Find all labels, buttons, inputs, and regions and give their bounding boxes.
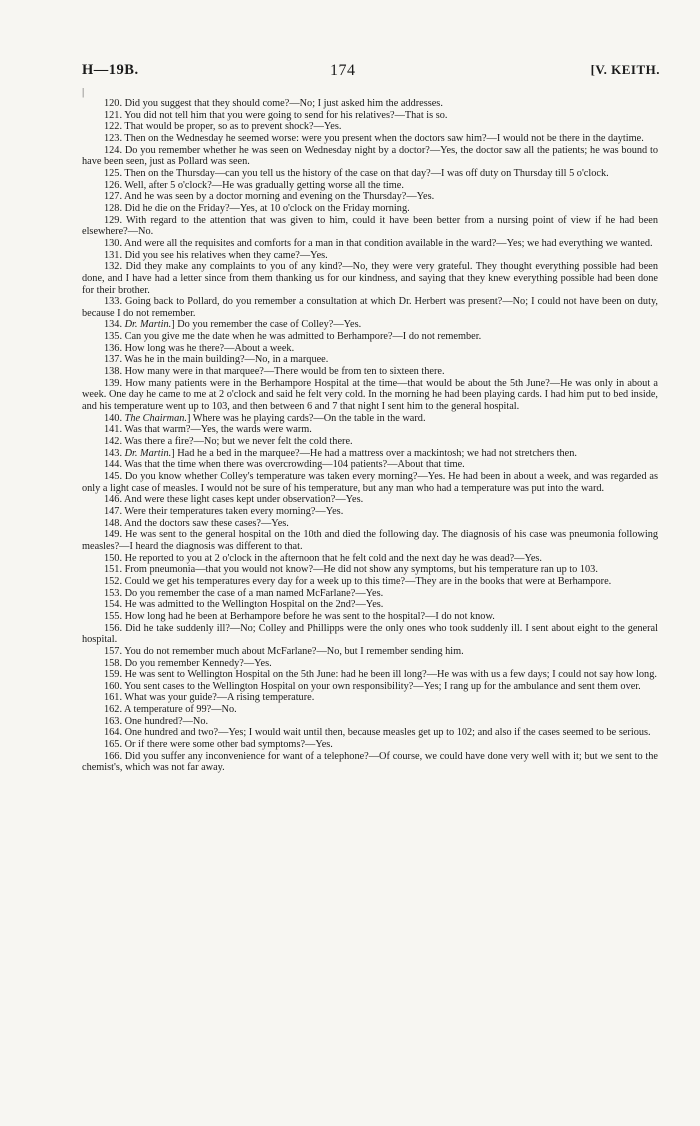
testimony-paragraph: 129. With regard to the attention that was given to him, could it have been better from a nursing point of view if he had been elsewhere?—No. [82, 214, 658, 238]
document-reference: H—19B. [82, 62, 139, 78]
testimony-paragraph: 161. What was your guide?—A rising temperature. [104, 692, 315, 704]
testimony-body [82, 98, 658, 774]
testimony-paragraph: 156. Did he take suddenly ill?—No; Colley and Phillipps were the only ones who took suddenly ill. I sent about eight to the general hospital. [82, 622, 658, 646]
testimony-paragraph: 166. Did you suffer any inconvenience for want of a telephone?—Of course, we could have done very well with it; but we sent to the chemist's, which was not far away. [82, 750, 658, 774]
testimony-paragraph: 164. One hundred and two?—Yes; I would wait until then, because measles get up to 102; and also if the cases seemed to be serious. [104, 727, 651, 739]
testimony-paragraph: 127. And he was seen by a doctor morning and evening on the Thursday?—Yes. [104, 191, 435, 203]
testimony-paragraph: 121. You did not tell him that you were going to send for his relatives?—That is so. [104, 109, 448, 121]
testimony-paragraph: 139. How many patients were in the Berhampore Hospital at the time—that would be about the 5th June?—He was only in about a week. One day he came to me at 2 o'clock and said he felt very cold. In the morning he had been playing cards. I had him put to bed inside, and his temperature went up to 103, and then between 6 and 7 that night I sent him to the general hospital. [82, 377, 658, 413]
testimony-paragraph: 135. Can you give me the date when he was admitted to Berhampore?—I do not remember. [104, 331, 482, 343]
testimony-paragraph: 126. Well, after 5 o'clock?—He was gradually getting worse all the time. [104, 179, 404, 191]
testimony-paragraph: 163. One hundred?—No. [104, 715, 209, 727]
testimony-paragraph: 146. And were these light cases kept under observation?—Yes. [104, 494, 364, 506]
page-header [82, 62, 660, 84]
testimony-paragraph: 123. Then on the Wednesday he seemed worse: were you present when the doctors saw him?—I would not be there in the daytime. [104, 132, 644, 144]
testimony-paragraph: 132. Did they make any complaints to you of any kind?—No, they were very grateful. They thought everything possible had been done, and I have had a letter since from them thanking us for our kindness, and saying that they knew everything possible had been done for their brother. [82, 261, 658, 296]
testimony-paragraph: 143. Dr. Martin.] Had he a bed in the marquee?—He had a mattress over a mackintosh; we had not stretchers then. [104, 447, 577, 459]
testimony-paragraph: 160. You sent cases to the Wellington Hospital on your own responsibility?—Yes; I rang up for the ambulance and sent them over. [104, 680, 641, 692]
testimony-paragraph: 149. He was sent to the general hospital on the 10th and died the following day. The diagnosis of his case was pneumonia following measles?—I heard the diagnosis was different to that. [82, 529, 658, 552]
testimony-paragraph: 147. Were their temperatures taken every morning?—Yes. [104, 505, 344, 517]
testimony-paragraph: 133. Going back to Pollard, do you remember a consultation at which Dr. Herbert was present?—No; I could not have been on duty, because I do not remember. [82, 296, 658, 319]
page-number: 174 [330, 62, 356, 79]
testimony-paragraph: 150. He reported to you at 2 o'clock in the afternoon that he felt cold and the next day he was dead?—Yes. [104, 552, 543, 564]
testimony-paragraph: 131. Did you see his relatives when they came?—Yes. [104, 249, 328, 261]
testimony-paragraph: 140. The Chairman.] Where was he playing cards?—On the table in the ward. [104, 412, 426, 424]
testimony-paragraph: 134. Dr. Martin.] Do you remember the case of Colley?—Yes. [104, 319, 362, 331]
testimony-paragraph: 162. A temperature of 99?—No. [104, 704, 237, 716]
testimony-paragraph: 142. Was there a fire?—No; but we never felt the cold there. [104, 436, 353, 448]
witness-name: [V. KEITH. [590, 62, 660, 77]
testimony-paragraph: 155. How long had he been at Berhampore before he was sent to the hospital?—I do not know. [104, 610, 495, 622]
margin-mark: | [82, 86, 85, 98]
testimony-paragraph: 124. Do you remember whether he was seen on Wednesday night by a doctor?—Yes, the doctor saw all the patients; he was bound to have been seen, just as Pollard was seen. [82, 144, 658, 168]
testimony-paragraph: 136. How long was he there?—About a week. [104, 342, 295, 354]
testimony-paragraph: 152. Could we get his temperatures every day for a week up to this time?—They are in the books that were at Berhampore. [104, 575, 612, 587]
testimony-paragraph: 122. That would be proper, so as to prevent shock?—Yes. [104, 121, 342, 133]
testimony-paragraph: 128. Did he die on the Friday?—Yes, at 10 o'clock on the Friday morning. [104, 202, 410, 214]
testimony-paragraph: 120. Did you suggest that they should come?—No; I just asked him the addresses. [104, 98, 443, 109]
testimony-paragraph: 138. How many were in that marquee?—There would be from ten to sixteen there. [104, 366, 445, 378]
testimony-paragraph: 145. Do you know whether Colley's temperature was taken every morning?—Yes. He had been in about a week, and was regarded as only a light case of measles. I would not be sure of his temperature, but any man who had a temperature was put into the ward. [82, 471, 658, 494]
testimony-paragraph: 151. From pneumonia—that you would not know?—He did not show any symptoms, but his temperature ran up to 103. [104, 564, 598, 576]
testimony-paragraph: 144. Was that the time when there was overcrowding—104 patients?—About that time. [104, 459, 465, 471]
testimony-paragraph: 153. Do you remember the case of a man named McFarlane?—Yes. [104, 587, 384, 599]
testimony-paragraph: 157. You do not remember much about McFarlane?—No, but I remember sending him. [104, 645, 464, 657]
testimony-paragraph: 137. Was he in the main building?—No, in a marquee. [104, 354, 329, 366]
testimony-paragraph: 130. And were all the requisites and comforts for a man in that condition available in the ward?—Yes; we had everything we wanted. [104, 237, 653, 249]
testimony-paragraph: 141. Was that warm?—Yes, the wards were warm. [104, 424, 312, 436]
testimony-paragraph: 158. Do you remember Kennedy?—Yes. [104, 657, 272, 669]
testimony-paragraph: 148. And the doctors saw these cases?—Yes. [104, 517, 289, 529]
testimony-paragraph: 159. He was sent to Wellington Hospital on the 5th June: had he been ill long?—He was with us a few days; I could not say how long. [104, 669, 657, 681]
testimony-paragraph: 125. Then on the Thursday—can you tell us the history of the case on that day?—I was off duty on Thursday till 5 o'clock. [104, 167, 609, 179]
testimony-paragraph: 165. Or if there were some other bad symptoms?—Yes. [104, 739, 333, 751]
testimony-paragraph: 154. He was admitted to the Wellington Hospital on the 2nd?—Yes. [104, 599, 384, 611]
